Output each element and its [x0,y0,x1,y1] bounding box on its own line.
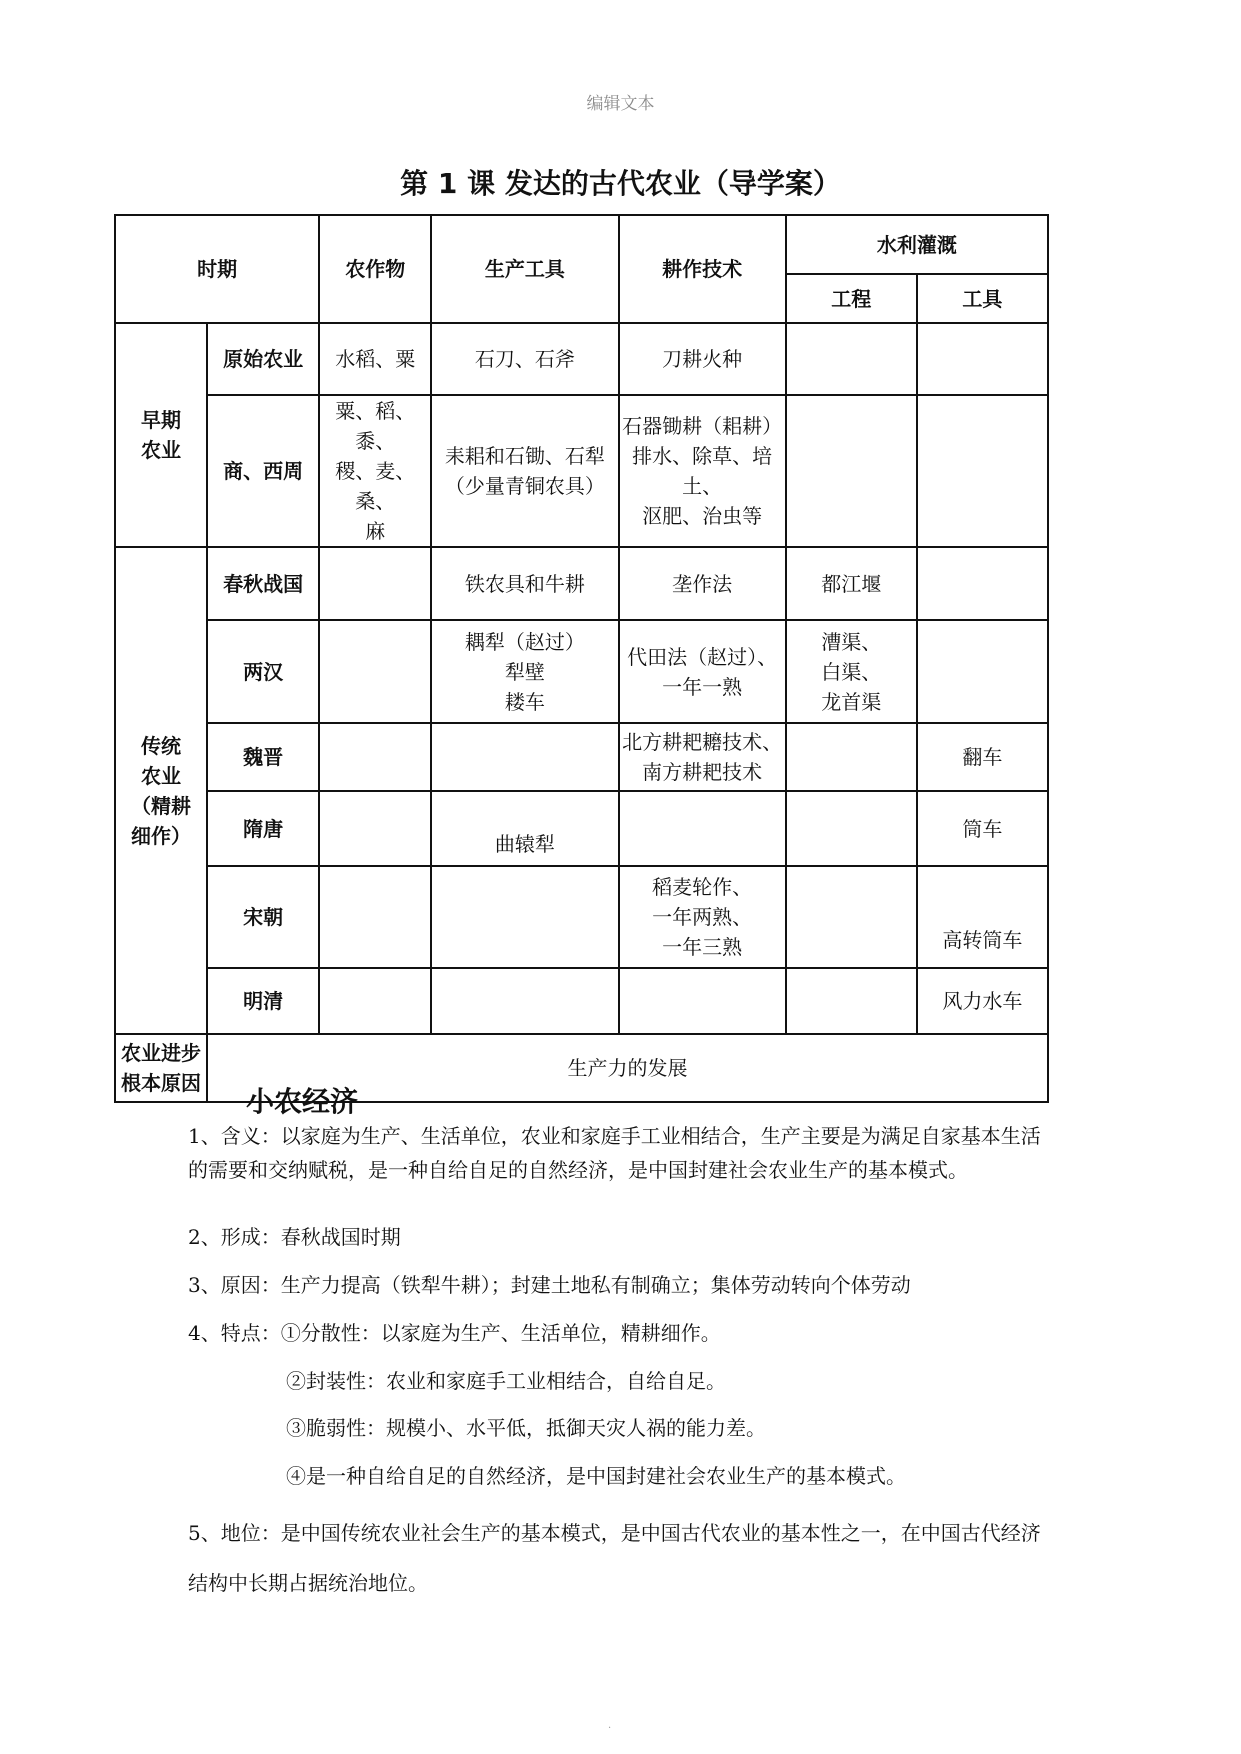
techniques-cell [619,968,786,1034]
group-traditional: 传统 农业 （精耕 细作） [115,547,207,1034]
crops-cell: 水稻、粟 [319,323,431,395]
tools-cell [431,866,618,968]
crops-cell [319,968,431,1034]
projects-cell [786,968,917,1034]
footer-label: 农业进步 根本原因 [115,1034,207,1102]
crops-cell: 粟、稻、黍、 稷、麦、桑、 麻 [319,395,431,547]
crops-cell [319,547,431,620]
table-row [115,395,1048,547]
table-row [115,866,1048,968]
tools-cell: 石刀、石斧 [431,323,618,395]
section-title: 小农经济 [246,1085,359,1118]
period-cell: 魏晋 [207,723,319,791]
table-row [115,968,1048,1034]
header-irrigation-projects: 工程 [786,274,917,323]
irr-tools-cell [917,395,1048,547]
header-note: 编辑文本 [586,94,655,114]
irr-tools-cell: 风力水车 [917,968,1048,1034]
group-early: 早期 农业 [115,323,207,547]
header-tools: 生产工具 [431,215,618,323]
projects-cell [786,723,917,791]
header-techniques: 耕作技术 [619,215,786,323]
period-cell: 明清 [207,968,319,1034]
techniques-cell: 稻麦轮作、 一年两熟、 一年三熟 [619,866,786,968]
techniques-cell: 石器锄耕（耜耕） 排水、除草、培土、 沤肥、治虫等 [619,395,786,547]
paragraph-feature-2: ②封装性：农业和家庭手工业相结合，自给自足。 [286,1369,726,1393]
paragraph-features: 4、特点：①分散性：以家庭为生产、生活单位，精耕细作。 [188,1321,721,1345]
tools-cell [431,723,618,791]
irr-tools-cell [917,547,1048,620]
crops-cell [319,620,431,723]
tools-cell: 铁农具和牛耕 [431,547,618,620]
header-period: 时期 [115,215,319,323]
tools-cell: 耦犁（赵过） 犁壁 耧车 [431,620,618,723]
techniques-cell [619,791,786,866]
projects-cell [786,866,917,968]
tools-cell: 耒耜和石锄、石犁 （少量青铜农具） [431,395,618,547]
irr-tools-cell: 翻车 [917,723,1048,791]
table-row [115,620,1048,723]
tools-cell [431,968,618,1034]
paragraph-status: 5、地位：是中国传统农业社会生产的基本模式，是中国古代农业的基本性之一，在中国古代经济结构中长期占据统治地位。 [188,1521,1041,1595]
period-cell: 原始农业 [207,323,319,395]
projects-cell: 漕渠、 白渠、 龙首渠 [786,620,917,723]
page-title: 第 1 课 发达的古代农业（导学案） [400,167,841,200]
tools-cell: 曲辕犁 [431,791,618,866]
irr-tools-cell [917,620,1048,723]
projects-cell: 都江堰 [786,547,917,620]
paragraph-formation: 2、形成：春秋战国时期 [188,1225,401,1249]
irr-tools-cell: 高转筒车 [917,866,1048,968]
projects-cell [786,395,917,547]
footer-mark: . [608,1720,612,1731]
period-cell: 商、西周 [207,395,319,547]
table-row [115,791,1048,866]
crops-cell [319,791,431,866]
header-irrigation-tools: 工具 [917,274,1048,323]
paragraph-feature-4: ④是一种自给自足的自然经济，是中国封建社会农业生产的基本模式。 [286,1464,906,1488]
table-row [115,723,1048,791]
table-row [115,547,1048,620]
period-cell: 春秋战国 [207,547,319,620]
techniques-cell: 垄作法 [619,547,786,620]
period-cell: 两汉 [207,620,319,723]
irr-tools-cell: 筒车 [917,791,1048,866]
agriculture-table [114,214,1049,1103]
irr-tools-cell [917,323,1048,395]
paragraph-feature-3: ③脆弱性：规模小、水平低，抵御天灾人祸的能力差。 [286,1416,766,1440]
crops-cell [319,866,431,968]
projects-cell [786,791,917,866]
techniques-cell: 刀耕火种 [619,323,786,395]
crops-cell [319,723,431,791]
period-cell: 隋唐 [207,791,319,866]
techniques-cell: 代田法（赵过）、 一年一熟 [619,620,786,723]
header-crops: 农作物 [319,215,431,323]
footer-value: 生产力的发展 [207,1034,1048,1102]
paragraph-definition: 1、含义：以家庭为生产、生活单位，农业和家庭手工业相结合，生产主要是为满足自家基本生活的需要和交纳赋税，是一种自给自足的自然经济，是中国封建社会农业生产的基本模式。 [188,1124,1041,1182]
techniques-cell: 北方耕耙耱技术、 南方耕耙技术 [619,723,786,791]
table-row [115,323,1048,395]
header-irrigation: 水利灌溉 [786,215,1048,274]
projects-cell [786,323,917,395]
paragraph-causes: 3、原因：生产力提高（铁犁牛耕）；封建土地私有制确立；集体劳动转向个体劳动 [188,1273,911,1297]
period-cell: 宋朝 [207,866,319,968]
